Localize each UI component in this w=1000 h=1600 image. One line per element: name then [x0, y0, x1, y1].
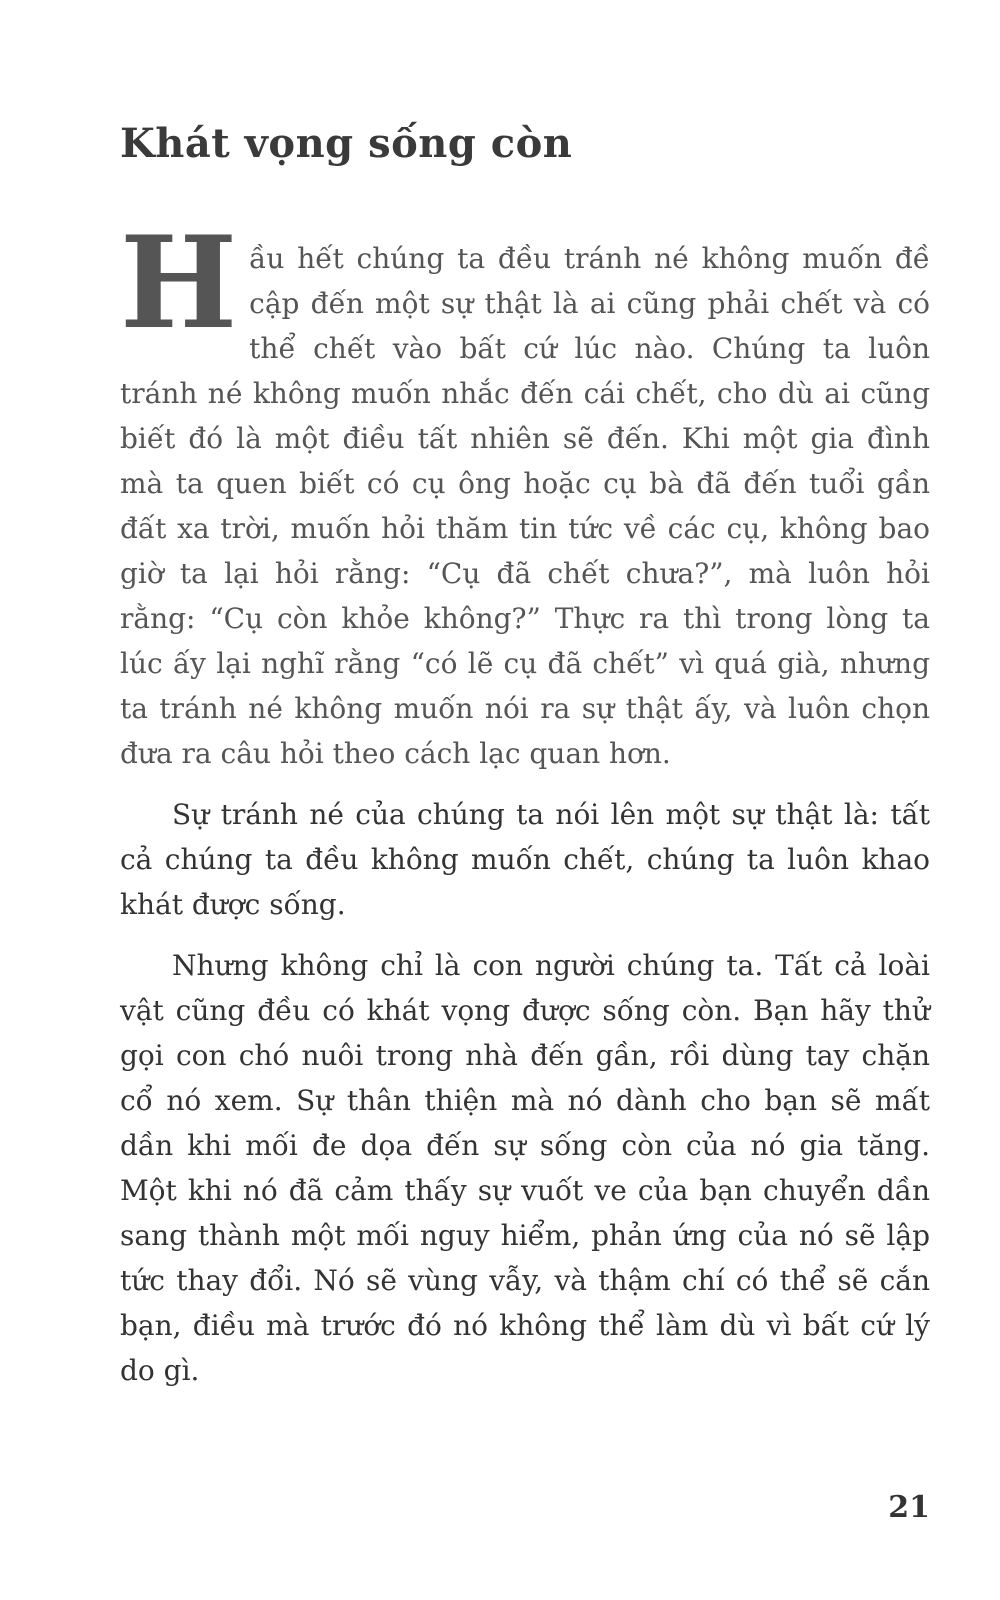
paragraph-1-text: ầu hết chúng ta đều tránh né không muốn đề cập đến một sự thật là ai cũng phải chết và có thể chết vào bất cứ lúc nào. Chúng ta luôn tránh né không muốn nhắc đến cái chết, cho dù ai cũng biết đó là một điều tất nhiên sẽ đến. Khi một gia đình mà ta quen biết có cụ ông hoặc cụ bà đã đến tuổi gần đất xa trời, muốn hỏi thăm tin tức về các cụ, không bao giờ ta lại hỏi rằng: “Cụ đã chết chưa?”, mà luôn hỏi rằng: “Cụ còn khỏe không?” Thực ra thì trong lòng ta lúc ấy lại nghĩ rằng “có lẽ cụ đã chết” vì quá già, nhưng ta tránh né không muốn nói ra sự thật ấy, và luôn chọn đưa ra câu hỏi theo cách lạc quan hơn. — [120, 242, 930, 770]
paragraph-1 — [120, 209, 930, 776]
paragraph-3: Nhưng không chỉ là con người chúng ta. Tất cả loài vật cũng đều có khát vọng được sống còn. Bạn hãy thử gọi con chó nuôi trong nhà đến gần, rồi dùng tay chặn cổ nó xem. Sự thân thiện mà nó dành cho bạn sẽ mất dần khi mối đe dọa đến sự sống còn của nó gia tăng. Một khi nó đã cảm thấy sự vuốt ve của bạn chuyển dần sang thành một mối nguy hiểm, phản ứng của nó sẽ lập tức thay đổi. Nó sẽ vùng vẫy, và thậm chí có thể sẽ cắn bạn, điều mà trước đó nó không thể làm dù vì bất cứ lý do gì. — [120, 949, 930, 1387]
page-title: Khát vọng sống còn — [120, 120, 573, 167]
paragraph-2: Sự tránh né của chúng ta nói lên một sự thật là: tất cả chúng ta đều không muốn chết, chúng ta luôn khao khát được sống. — [120, 798, 930, 921]
body-text — [120, 209, 930, 1409]
drop-cap: H — [120, 209, 238, 358]
page-number: 21 — [888, 1490, 930, 1525]
